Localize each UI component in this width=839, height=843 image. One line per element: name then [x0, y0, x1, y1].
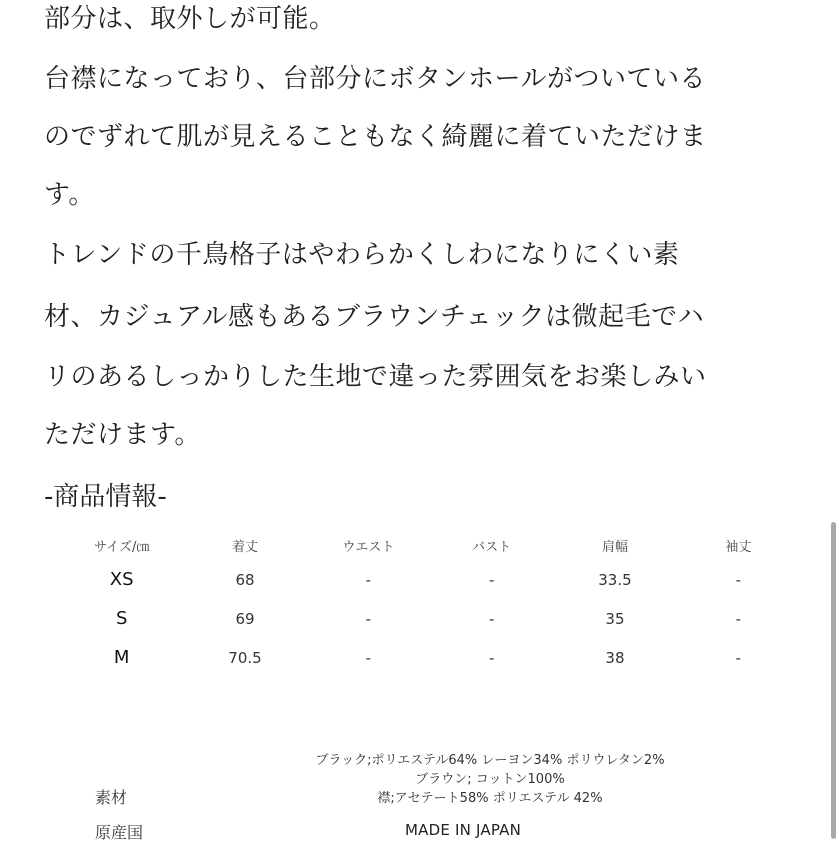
header-bust: バスト — [472, 539, 512, 555]
material-line-2: ブラウン; コットン100% — [415, 772, 565, 787]
size-table — [60, 530, 800, 677]
header-waist: ウエスト — [342, 539, 395, 555]
description-line-4: す。 — [44, 180, 95, 210]
header-size: サイズ/㎝ — [93, 539, 150, 555]
material-label: 素材 — [95, 788, 128, 807]
shoulder-value: 35 — [605, 609, 625, 628]
bust-value: - — [488, 648, 495, 667]
origin-value: MADE IN JAPAN — [405, 821, 522, 839]
size-name: M — [113, 647, 130, 668]
length-value: 70.5 — [228, 648, 262, 667]
header-length: 着丈 — [231, 539, 258, 555]
sleeve-value: - — [735, 570, 742, 589]
table-row — [60, 638, 800, 677]
description-line-1: 部分は、取外しが可能。 — [44, 4, 336, 34]
waist-value: - — [365, 609, 372, 628]
sleeve-value: - — [735, 648, 742, 667]
size-name: S — [115, 608, 128, 629]
vertical-scrollbar[interactable] — [831, 522, 836, 839]
material-line-3: 襟;アセテート58% ポリエステル 42% — [377, 791, 603, 806]
description-line-6: 材、カジュアル感もあるブラウンチェックは微起毛でハ — [44, 302, 705, 332]
bust-value: - — [488, 609, 495, 628]
product-info-heading: -商品情報- — [44, 482, 167, 512]
description-line-5: トレンドの千鳥格子はやわらかくしわになりにくい素 — [44, 240, 680, 270]
origin-label: 原産国 — [95, 823, 144, 842]
header-sleeve: 袖丈 — [725, 539, 752, 555]
description-line-3: のでずれて肌が見えることもなく綺麗に着ていただけま — [44, 122, 707, 152]
table-row — [60, 560, 800, 599]
length-value: 68 — [235, 570, 255, 589]
bust-value: - — [488, 570, 495, 589]
shoulder-value: 38 — [605, 648, 625, 667]
header-shoulder: 肩幅 — [601, 539, 628, 555]
size-table-header-row — [60, 530, 800, 560]
shoulder-value: 33.5 — [598, 570, 632, 589]
waist-value: - — [365, 648, 372, 667]
table-row — [60, 599, 800, 638]
sleeve-value: - — [735, 609, 742, 628]
description-line-8: ただけます。 — [44, 420, 201, 450]
material-line-1: ブラック;ポリエステル64% レーヨン34% ポリウレタン2% — [315, 753, 665, 768]
size-name: XS — [109, 569, 134, 590]
description-line-7: リのあるしっかりした生地で違った雰囲気をお楽しみい — [44, 362, 707, 392]
length-value: 69 — [235, 609, 255, 628]
waist-value: - — [365, 570, 372, 589]
description-line-2: 台襟になっており、台部分にボタンホールがついている — [44, 64, 706, 94]
